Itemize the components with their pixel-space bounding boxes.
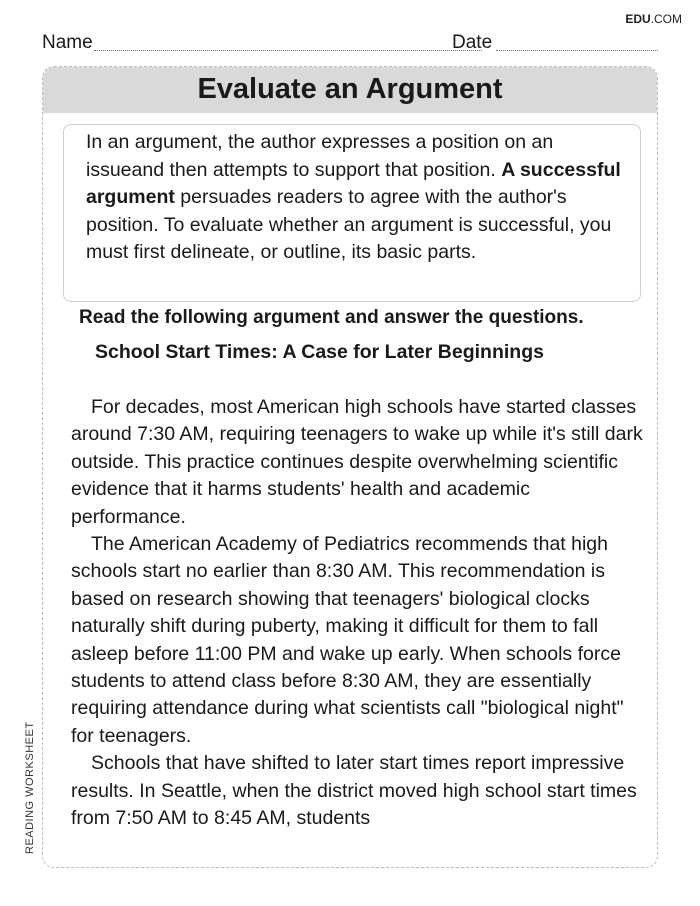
- name-label: Name: [42, 32, 93, 53]
- instruction-text: Read the following argument and answer the questions.: [79, 307, 584, 328]
- name-date-row: [42, 30, 658, 54]
- intro-text: In an argument, the author expresses a position on an issueand then attempts to support that position. A successful argument persuades readers to agree with the author's position. To evaluate whether an argument is successful, you must first delineate, or outline, its basic parts.: [86, 131, 621, 263]
- name-field[interactable]: [94, 50, 482, 51]
- title-band: [43, 67, 657, 113]
- passage-body: [71, 394, 646, 833]
- date-label: Date: [452, 32, 493, 53]
- worksheet-frame: [42, 66, 658, 868]
- passage-title: School Start Times: A Case for Later Beginnings: [95, 341, 544, 363]
- paragraph: For decades, most American high schools have started classes around 7:30 AM, requiring teenagers to wake up while it's still dark outside. This practice continues despite overwhelming scientific evidence that it harms students' health and academic performance.: [71, 396, 643, 528]
- paragraph: Schools that have shifted to later start times report impressive results. In Seattle, when the district moved high school start times from 7:50 AM to 8:45 AM, students: [71, 752, 637, 830]
- side-label: READING WORKSHEET: [24, 721, 36, 854]
- paragraph: The American Academy of Pediatrics recommends that high schools start no earlier than 8:30 AM. This recommendation is based on research showing that teenagers' biological clocks naturally shift during puberty, making it difficult for them to fall asleep before 11:00 PM and wake up early. When schools force students to attend class before 8:30 AM, they are essentially requiring attendance during what scientists call "biological night" for teenagers.: [71, 533, 624, 747]
- intro-box: [63, 124, 641, 302]
- brand-logo: EDU.COM: [625, 12, 682, 26]
- date-field[interactable]: [496, 50, 658, 51]
- page-title: Evaluate an Argument: [197, 73, 503, 105]
